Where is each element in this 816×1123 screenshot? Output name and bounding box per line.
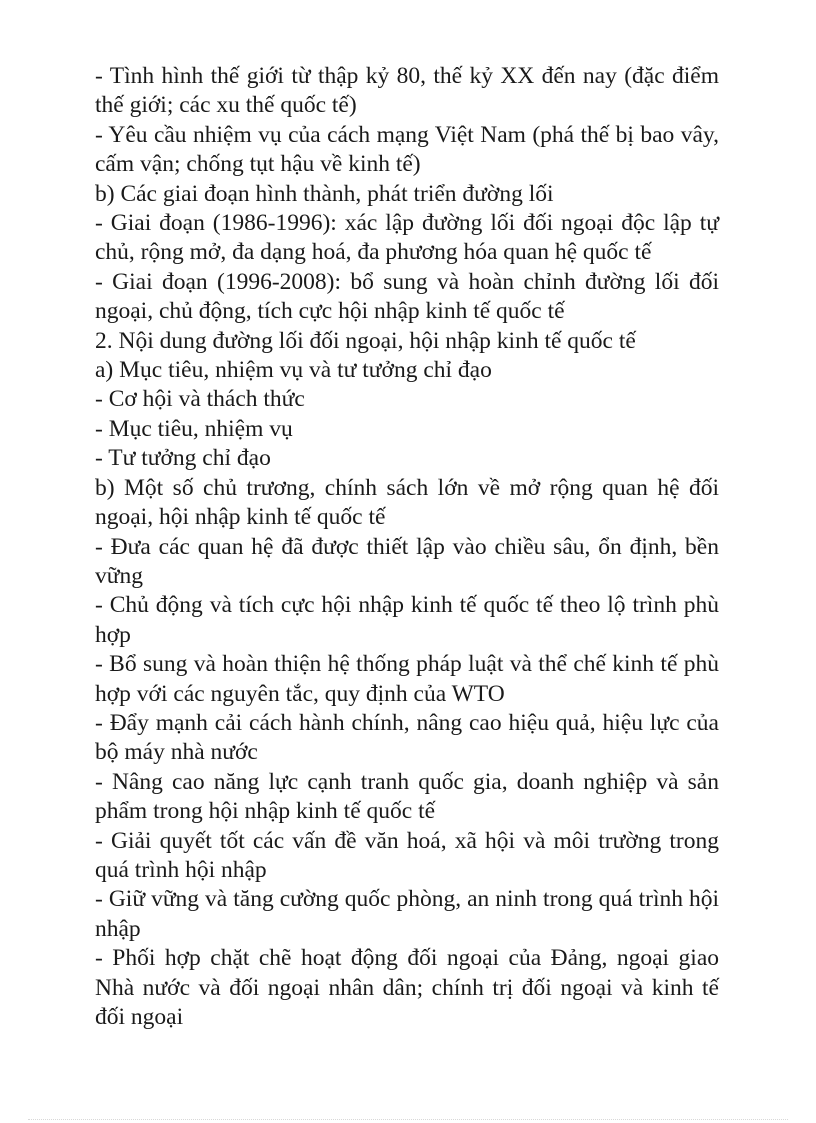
page-bottom-edge — [28, 1119, 788, 1120]
paragraph: - Giai đoạn (1986-1996): xác lập đường lối đối ngoại độc lập tự chủ, rộng mở, đa dạng hoá, đa phương hóa quan hệ quốc tế — [95, 210, 719, 266]
paragraph: - Đẩy mạnh cải cách hành chính, nâng cao hiệu quả, hiệu lực của bộ máy nhà nước — [95, 709, 719, 766]
paragraph: - Phối hợp chặt chẽ hoạt động đối ngoại của Đảng, ngoại giao Nhà nước và đối ngoại nhân dân; chính trị đối ngoại và kinh tế đối ngoại — [95, 945, 719, 1030]
paragraph: - Bổ sung và hoàn thiện hệ thống pháp luật và thể chế kinh tế phù hợp với các nguyên tắc, quy định của WTO — [95, 651, 719, 707]
section-heading: b) Một số chủ trương, chính sách lớn về mở rộng quan hệ đối ngoại, hội nhập kinh tế quốc tế — [95, 474, 719, 531]
paragraph: - Giải quyết tốt các vấn đề văn hoá, xã hội và môi trường trong quá trình hội nhập — [95, 827, 719, 883]
paragraph: - Tư tưởng chỉ đạo — [95, 445, 271, 472]
paragraph: - Giữ vững và tăng cường quốc phòng, an ninh trong quá trình hội nhập — [95, 886, 719, 942]
section-heading: a) Mục tiêu, nhiệm vụ và tư tưởng chỉ đạo — [95, 357, 492, 384]
paragraph: - Yêu cầu nhiệm vụ của cách mạng Việt Nam (phá thế bị bao vây, cấm vận; chống tụt hậu về kinh tế) — [95, 121, 719, 178]
paragraph: - Nâng cao năng lực cạnh tranh quốc gia, doanh nghiệp và sản phẩm trong hội nhập kinh tế quốc tế — [95, 768, 719, 825]
document-body — [95, 62, 719, 1032]
paragraph: - Cơ hội và thách thức — [95, 386, 305, 413]
paragraph: - Chủ động và tích cực hội nhập kinh tế quốc tế theo lộ trình phù hợp — [95, 592, 719, 648]
section-heading: b) Các giai đoạn hình thành, phát triển đường lối — [95, 180, 554, 207]
paragraph: - Đưa các quan hệ đã được thiết lập vào chiều sâu, ổn định, bền vững — [95, 533, 719, 589]
section-heading: 2. Nội dung đường lối đối ngoại, hội nhập kinh tế quốc tế — [95, 327, 636, 354]
paragraph: - Tình hình thế giới từ thập kỷ 80, thế kỷ XX đến nay (đặc điểm thế giới; các xu thế quốc tế) — [95, 63, 719, 119]
paragraph: - Mục tiêu, nhiệm vụ — [95, 415, 293, 442]
paragraph: - Giai đoạn (1996-2008): bổ sung và hoàn chỉnh đường lối đối ngoại, chủ động, tích cực hội nhập kinh tế quốc tế — [95, 268, 719, 325]
